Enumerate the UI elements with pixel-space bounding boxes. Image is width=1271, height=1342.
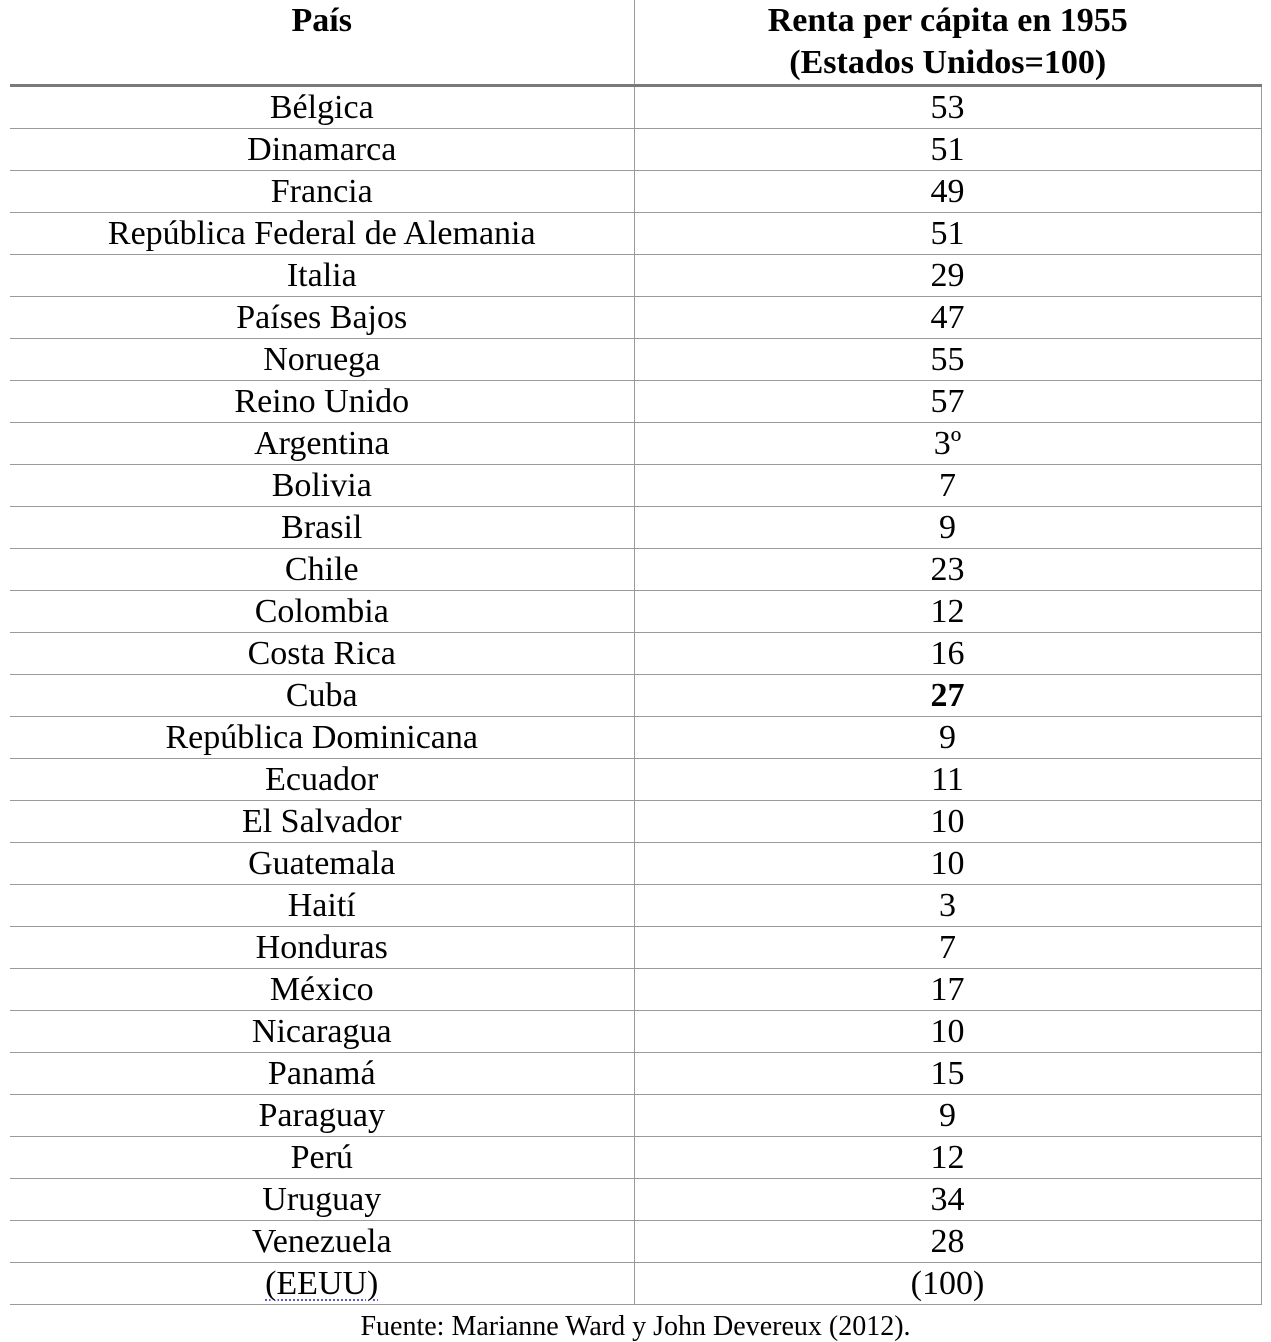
country-name: Bolivia [271,466,372,504]
table-row [10,801,1261,843]
income-value-cell: 10 [634,843,1261,885]
table-row [10,171,1261,213]
income-value-cell: (100) [634,1263,1261,1305]
country-name: Haití [287,886,356,924]
table-row [10,297,1261,339]
country-cell [10,465,634,507]
country-cell [10,297,634,339]
country-cell [10,1221,634,1263]
income-value-cell: 3º [634,423,1261,465]
country-name: Ecuador [265,760,379,798]
country-name: Costa Rica [247,634,396,672]
table-row [10,339,1261,381]
country-name: Colombia [254,592,389,630]
country-cell [10,885,634,927]
country-cell [10,1263,634,1305]
country-name: Bélgica [269,88,374,126]
country-name: Cuba [285,676,358,714]
table-row [10,1137,1261,1179]
income-value-cell: 7 [634,465,1261,507]
income-value-cell: 47 [634,297,1261,339]
country-cell [10,213,634,255]
country-name: República Federal de Alemania [107,214,536,252]
country-name: Paraguay [258,1096,385,1134]
table-row [10,507,1261,549]
table-row [10,423,1261,465]
country-cell [10,86,634,129]
income-value-cell: 34 [634,1179,1261,1221]
table-row [10,675,1261,717]
table-row [10,927,1261,969]
country-name: Francia [270,172,373,210]
income-value-cell: 16 [634,633,1261,675]
country-name: Panamá [267,1054,376,1092]
income-header-line2: (Estados Unidos=100) [789,44,1107,81]
income-value-cell: 23 [634,549,1261,591]
country-name: Guatemala [248,844,396,882]
country-cell [10,591,634,633]
income-value-cell: 12 [634,591,1261,633]
table-row [10,885,1261,927]
income-value-cell: 10 [634,1011,1261,1053]
income-table [10,0,1262,1305]
table-row [10,1053,1261,1095]
country-cell [10,843,634,885]
country-cell [10,381,634,423]
table-row [10,1221,1261,1263]
table-row [10,549,1261,591]
country-name: Uruguay [262,1180,382,1218]
country-name: Noruega [263,340,381,378]
income-value-cell: 11 [634,759,1261,801]
table-body [10,86,1261,1305]
country-name: Chile [284,550,359,588]
country-cell [10,129,634,171]
income-value-cell: 10 [634,801,1261,843]
country-name: Argentina [254,424,390,462]
table-row [10,591,1261,633]
income-value-cell: 15 [634,1053,1261,1095]
country-cell [10,339,634,381]
country-name: Dinamarca [247,130,397,168]
country-cell [10,1137,634,1179]
income-value-cell: 28 [634,1221,1261,1263]
country-name: Reino Unido [234,382,410,420]
table-row [10,1263,1261,1305]
country-column-header: País [10,0,634,86]
table-header-row [10,0,1261,86]
income-value-cell: 17 [634,969,1261,1011]
income-value-cell: 7 [634,927,1261,969]
country-name: México [269,970,374,1008]
income-value-cell: 9 [634,1095,1261,1137]
table-row [10,86,1261,129]
country-cell [10,507,634,549]
country-name: Brasil [281,508,363,546]
country-cell [10,1095,634,1137]
country-name: (EEUU) [265,1264,379,1302]
income-value-cell: 27 [634,675,1261,717]
country-cell [10,801,634,843]
income-value-cell: 55 [634,339,1261,381]
income-value-cell: 49 [634,171,1261,213]
country-name: Perú [290,1138,353,1176]
country-name: El Salvador [241,802,402,840]
country-name: República Dominicana [165,718,478,756]
country-cell [10,549,634,591]
table-row [10,633,1261,675]
table-row [10,1095,1261,1137]
country-name: Venezuela [251,1222,392,1260]
country-cell [10,633,634,675]
source-note: Fuente: Marianne Ward y John Devereux (2012). [360,1311,911,1342]
table-row [10,381,1261,423]
table-row [10,843,1261,885]
country-name: Italia [286,256,357,294]
country-cell [10,969,634,1011]
income-column-header [634,0,1261,86]
income-header-line1: Renta per cápita en 1955 [767,2,1128,39]
income-value-cell: 53 [634,86,1261,129]
table-row [10,213,1261,255]
country-cell [10,759,634,801]
income-value-cell: 3 [634,885,1261,927]
table-row [10,759,1261,801]
table-row [10,717,1261,759]
table-row [10,465,1261,507]
income-value-cell: 9 [634,507,1261,549]
country-name: Países Bajos [236,298,408,336]
income-value-cell: 51 [634,213,1261,255]
income-value-cell: 29 [634,255,1261,297]
country-cell [10,927,634,969]
table-row [10,1011,1261,1053]
country-name: Nicaragua [251,1012,392,1050]
country-cell [10,675,634,717]
country-cell [10,171,634,213]
income-value-cell: 57 [634,381,1261,423]
country-name: Honduras [255,928,388,966]
income-value-cell: 12 [634,1137,1261,1179]
country-cell [10,717,634,759]
income-value-cell: 51 [634,129,1261,171]
country-cell [10,423,634,465]
country-cell [10,1179,634,1221]
income-value-cell: 9 [634,717,1261,759]
table-row [10,969,1261,1011]
table-row [10,1179,1261,1221]
country-cell [10,1011,634,1053]
country-cell [10,1053,634,1095]
country-cell [10,255,634,297]
table-row [10,255,1261,297]
table-row [10,129,1261,171]
